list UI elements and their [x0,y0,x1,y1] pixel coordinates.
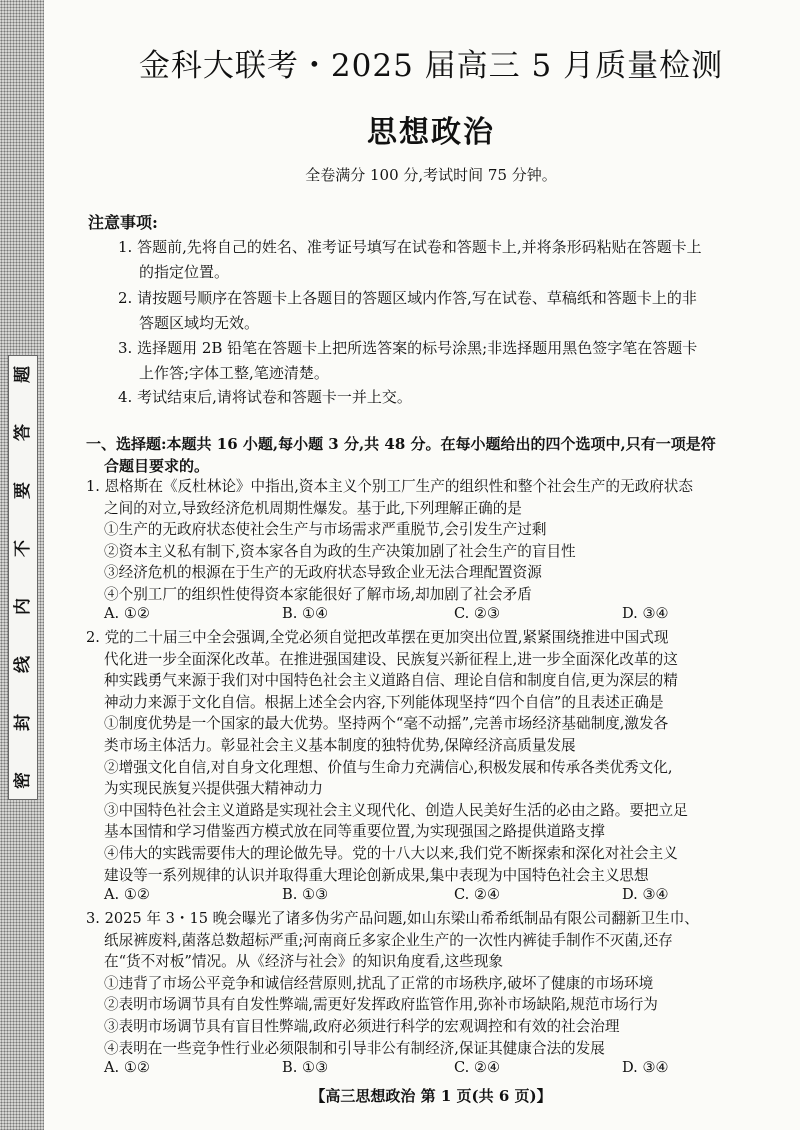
seal-char: 密 [12,772,33,789]
question-line: 为实现民族复兴提供强大精神动力 [104,780,323,798]
question-2-options [104,886,764,908]
question-line: 纸尿裤废料,菌落总数超标严重;河南商丘多家企业生产的一次性内裤徒手制作不灭菌,还存 [104,931,673,949]
seal-char: 封 [12,714,33,731]
option-b[interactable]: B. ①③ [282,886,329,903]
option-c[interactable]: C. ②④ [454,1059,501,1076]
seal-char: 答 [12,424,33,441]
question-line: ①违背了市场公平竞争和诚信经营原则,扰乱了正常的市场秩序,破坏了健康的市场环境 [104,974,654,992]
question-line: ④伟大的实践需要伟大的理论做先导。党的十八大以来,我们党不断探索和深化对社会主义 [104,844,678,862]
option-a[interactable]: A. ①② [104,886,150,903]
question-line: 之间的对立,导致经济危机周期性爆发。基于此,下列理解正确的是 [104,499,522,517]
notice-line: 2. 请按题号顺序在答题卡上各题目的答题区域内作答,写在试卷、草稿纸和答题卡上的非 [118,289,697,307]
option-d[interactable]: D. ③④ [622,605,669,622]
notice-line: 3. 选择题用 2B 铅笔在答题卡上把所选答案的标号涂黑;非选择题用黑色签字笔在答题卡 [118,339,698,357]
subject-title: 思想政治 [367,115,495,150]
notice-line: 的指定位置。 [139,263,230,281]
option-c[interactable]: C. ②③ [454,605,501,622]
question-line: ②资本主义私有制下,资本家各自为政的生产决策加剧了社会生产的盲目性 [104,542,576,560]
seal-char: 题 [12,366,33,383]
question-line: ②增强文化自信,对自身文化理想、价值与生命力充满信心,积极发展和传承各类优秀文化, [104,758,673,776]
section-line: 一、选择题:本题共 16 小题,每小题 3 分,共 48 分。在每小题给出的四个选项中,只有一项是符 [86,435,716,453]
notice-item [118,235,778,285]
question-line: 类市场主体活力。彰显社会主义基本制度的独特优势,保障经济高质量发展 [104,736,576,754]
seal-char: 线 [12,656,33,673]
question-1 [86,476,776,606]
question-line: 在“货不对板”情况。从《经济与社会》的知识角度看,这些现象 [104,953,504,971]
option-a[interactable]: A. ①② [104,605,150,622]
question-line: ③中国特色社会主义道路是实现社会主义现代化、创造人民美好生活的必由之路。要把立足 [104,801,688,819]
section-heading [86,433,776,477]
notice-line: 4. 考试结束后,请将试卷和答题卡一并上交。 [118,388,412,406]
seal-char: 不 [12,540,33,557]
question-line: 基本国情和学习借鉴西方模式放在同等重要位置,为实现强国之路提供道路支撑 [104,823,605,841]
binding-strip [0,0,44,1130]
question-line: ④表明在一些竞争性行业必须限制和引导非公有制经济,保证其健康合法的发展 [104,1039,605,1057]
question-line: 神动力来源于文化自信。根据上述全会内容,下列能体现坚持“四个自信”的且表述正确是 [104,693,664,711]
question-line: ④个别工厂的组织性使得资本家能很好了解市场,却加剧了社会矛盾 [104,585,532,603]
notice-line: 答题区域均无效。 [139,314,260,332]
option-d[interactable]: D. ③④ [622,1059,669,1076]
question-line: ①生产的无政府状态使社会生产与市场需求严重脱节,会引发生产过剩 [104,521,547,539]
option-d[interactable]: D. ③④ [622,886,669,903]
notice-item [118,286,778,336]
option-b[interactable]: B. ①③ [282,1059,329,1076]
question-2 [86,627,776,886]
question-line: 种实践勇气来源于我们对中国特色社会主义道路自信、理论自信和制度自信,更为深层的精 [104,672,678,690]
question-line: ③经济危机的根源在于生产的无政府状态导致企业无法合理配置资源 [104,564,542,582]
question-line: 代化进一步全面深化改革。在推进强国建设、民族复兴新征程上,进一步全面深化改革的这 [104,650,678,668]
question-line: 3. 2025 年 3・15 晚会曝光了诸多伪劣产品问题,如山东梁山希希纸制品有限公司翻新卫生巾、 [86,910,699,927]
question-line: 1. 恩格斯在《反杜林论》中指出,资本主义个别工厂生产的组织性和整个社会生产的无政府状态 [86,478,693,495]
option-b[interactable]: B. ①④ [282,605,329,622]
notice-line: 上作答;字体工整,笔迹清楚。 [139,364,329,382]
exam-meta: 全卷满分 100 分,考试时间 75 分钟。 [305,166,557,184]
question-line: ③表明市场调节具有盲目性弊端,政府必须进行科学的宏观调控和有效的社会治理 [104,1017,620,1035]
seal-line-notice [8,355,38,800]
question-3 [86,908,776,1059]
question-3-options [104,1059,764,1081]
page-footer: 【高三思想政治 第 1 页(共 6 页)】 [310,1087,552,1105]
option-a[interactable]: A. ①② [104,1059,150,1076]
section-line: 合题目要求的。 [104,457,210,475]
notice-item [118,385,778,410]
question-line: ①制度优势是一个国家的最大优势。坚持两个“毫不动摇”,完善市场经济基础制度,激发各 [104,715,669,733]
notice-heading: 注意事项: [88,213,158,232]
question-1-options [104,605,764,627]
question-line: 2. 党的二十届三中全会强调,全党必须自觉把改革摆在更加突出位置,紧紧围绕推进中国式现 [86,629,669,646]
exam-title: 金科大联考・2025 届高三 5 月质量检测 [138,48,724,84]
question-line: ②表明市场调节具有自发性弊端,需更好发挥政府监管作用,弥补市场缺陷,规范市场行为 [104,996,658,1014]
seal-char: 内 [12,598,33,615]
notice-line: 1. 答题前,先将自己的姓名、准考证号填写在试卷和答题卡上,并将条形码粘贴在答题卡上 [118,238,702,256]
seal-char: 要 [12,482,33,499]
option-c[interactable]: C. ②④ [454,886,501,903]
notice-item [118,336,778,386]
question-line: 建设等一系列规律的认识并取得重大理论创新成果,集中表现为中国特色社会主义思想 [104,866,649,884]
